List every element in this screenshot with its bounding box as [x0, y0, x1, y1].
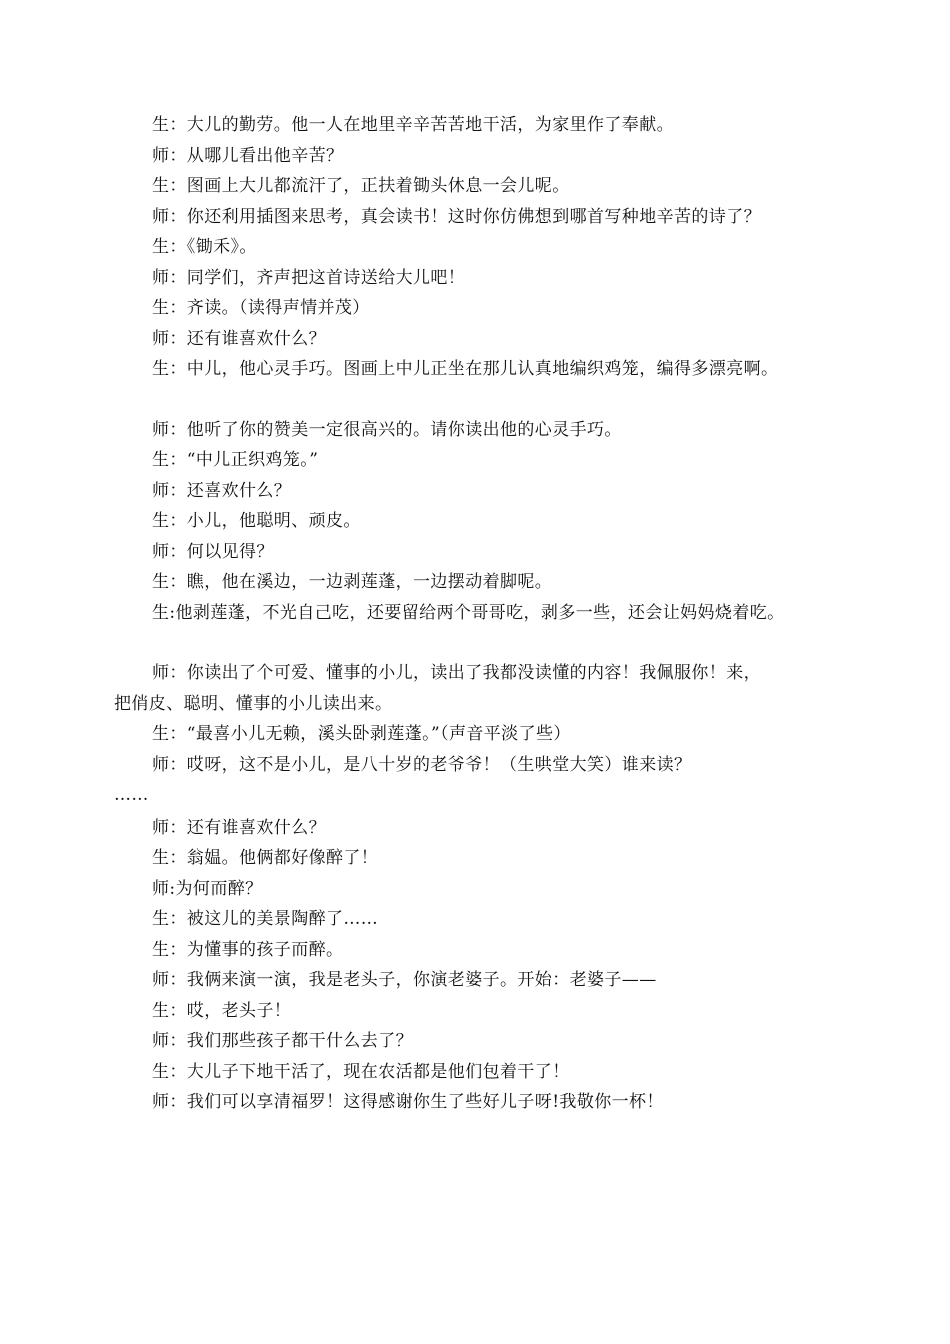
dialogue-line: 生：为懂事的孩子而醉。 [152, 939, 344, 960]
dialogue-line: 师：从哪儿看出他辛苦？ [152, 145, 344, 166]
dialogue-line: 生：翁媪。他俩都好像醉了！ [152, 848, 379, 868]
dialogue-line: 师：还喜欢什么？ [152, 480, 292, 501]
dialogue-line: 生：哎，老头子！ [152, 1000, 292, 1021]
dialogue-line: 生：齐读。（读得声情并茂） [152, 298, 370, 318]
dialogue-line: 师：你还利用插图来思考，真会读书！这时你仿佛想到哪首写种地辛苦的诗了？ [152, 206, 761, 227]
dialogue-line: 师:为何而醉？ [152, 878, 263, 899]
dialogue-line: 生：大儿子下地干活了，现在农活都是他们包着干了！ [152, 1061, 570, 1082]
dialogue-line: 师：我俩来演一演，我是老头子，你演老婆子。开始：老婆子—— [152, 970, 657, 990]
dialogue-line: 生：大儿的勤劳。他一人在地里辛辛苦苦地干活，为家里作了奉献。 [152, 115, 674, 135]
dialogue-line: 师：我们可以享清福罗！这得感谢你生了些好儿子呀!我敬你一杯！ [152, 1092, 664, 1112]
dialogue-line: 生:他剥莲蓬，不光自己吃，还要留给两个哥哥吃，剥多一些，还会让妈妈烧着吃。 [152, 602, 785, 623]
dialogue-line: 师：还有谁喜欢什么？ [152, 817, 326, 838]
dialogue-line: 师：你读出了个可爱、懂事的小儿，读出了我都没读懂的内容！我佩服你！来， [152, 663, 761, 683]
dialogue-line: 生：瞧，他在溪边，一边剥莲蓬，一边摆动着脚呢。 [152, 572, 553, 592]
dialogue-line: 师：我们那些孩子都干什么去了？ [152, 1031, 413, 1051]
ellipsis-line: …… [114, 785, 149, 805]
dialogue-line: 生：“中儿正织鸡笼。” [152, 450, 319, 470]
dialogue-line: 生：中儿，他心灵手巧。图画上中儿正坐在那儿认真地编织鸡笼，编得多漂亮啊。 [152, 359, 779, 379]
dialogue-line: 师：他听了你的赞美一定很高兴的。请你读出他的心灵手巧。 [152, 419, 622, 440]
dialogue-line: 师：哎呀，这不是小儿，是八十岁的老爷爷！（生哄堂大笑）谁来读？ [152, 754, 692, 775]
dialogue-line: 生：《锄禾》。 [152, 237, 257, 257]
dialogue-line: 师：何以见得？ [152, 541, 274, 562]
dialogue-line: 生：图画上大儿都流汗了，正扶着锄头休息一会儿呢。 [152, 176, 570, 196]
dialogue-line-continuation: 把俏皮、聪明、懂事的小儿读出来。 [114, 693, 393, 714]
dialogue-line: 生：“最喜小儿无赖，溪头卧剥莲蓬。”（声音平淡了些） [152, 724, 571, 744]
dialogue-line: 生：被这儿的美景陶醉了…… [152, 909, 379, 929]
dialogue-line: 生：小儿，他聪明、顽皮。 [152, 511, 361, 531]
dialogue-line: 师：同学们，齐声把这首诗送给大儿吧！ [152, 267, 466, 288]
dialogue-transcript [114, 110, 854, 1118]
dialogue-line: 师：还有谁喜欢什么？ [152, 328, 326, 349]
